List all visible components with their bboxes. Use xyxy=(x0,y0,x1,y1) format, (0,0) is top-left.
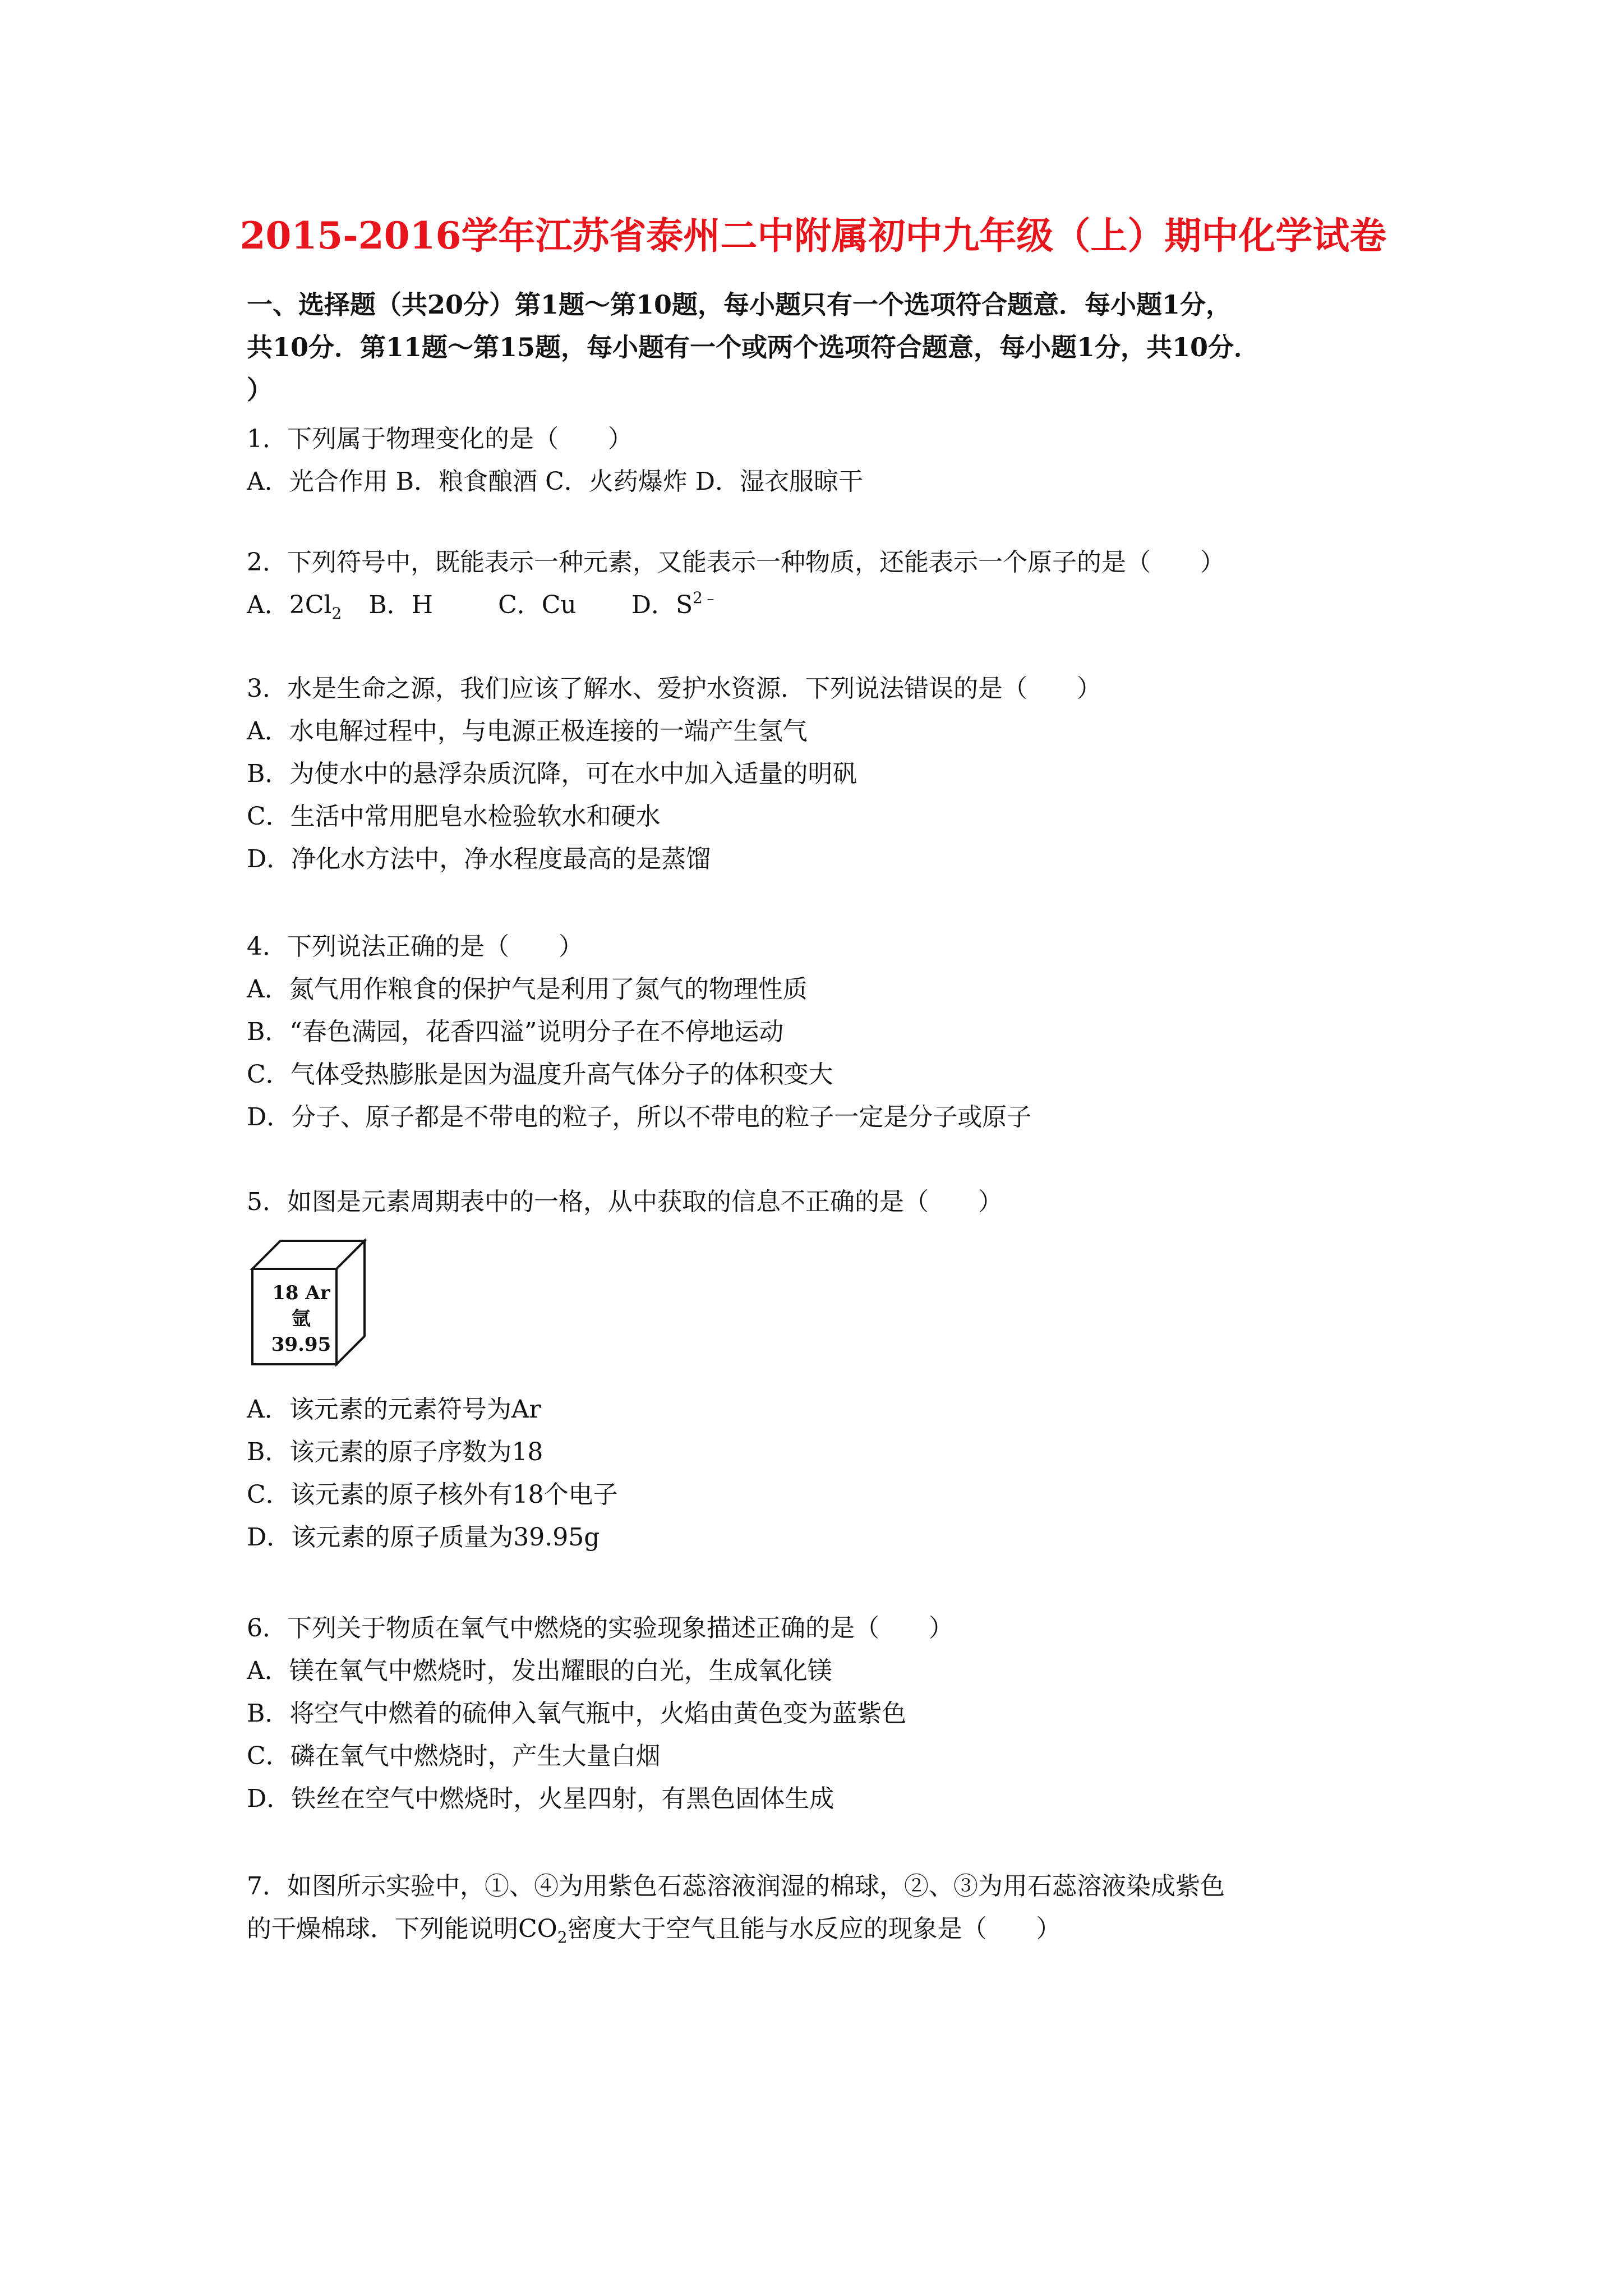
option-c: C．磷在氧气中燃烧时，产生大量白烟 xyxy=(247,1742,661,1770)
option-b: B．将空气中燃着的硫伸入氧气瓶中，火焰由黄色变为蓝紫色 xyxy=(247,1699,907,1728)
question-5 xyxy=(247,1181,1402,1223)
section-heading xyxy=(247,283,1391,411)
option-b: B．该元素的原子序数为18 xyxy=(247,1438,543,1466)
section-heading-line: 一、选择题（共20分）第1题～第10题，每小题只有一个选项符合题意．每小题1分， xyxy=(247,289,1232,320)
option-c: C．Cu xyxy=(498,591,577,619)
option-a: A．镁在氧气中燃烧时，发出耀眼的白光，生成氧化镁 xyxy=(247,1657,832,1685)
option-a: A．$2Cl_2$ xyxy=(247,591,342,623)
option-d: D．净化水方法中，净水程度最高的是蒸馏 xyxy=(247,845,711,873)
option-a: A．水电解过程中，与电源正极连接的一端产生氢气 xyxy=(247,717,808,746)
option-a: A．氮气用作粮食的保护气是利用了氮气的物理性质 xyxy=(247,975,808,1004)
option-d: D．分子、原子都是不带电的粒子，所以不带电的粒子一定是分子或原子 xyxy=(247,1103,1032,1131)
question-stem: 2．下列符号中，既能表示一种元素，又能表示一种物质，还能表示一个原子的是（ ） xyxy=(247,548,1225,577)
element-number-symbol: 18 Ar xyxy=(272,1282,330,1304)
option-d: D．铁丝在空气中燃烧时，火星四射，有黑色固体生成 xyxy=(247,1784,834,1813)
option-c: C．生活中常用肥皂水检验软水和硬水 xyxy=(247,802,661,831)
question-4 xyxy=(247,926,1402,1139)
question-stem: 6．下列关于物质在氧气中燃烧的实验现象描述正确的是（ ） xyxy=(247,1614,953,1642)
option-d: D．$S^{2﹣}$ xyxy=(631,588,718,619)
section-heading-line: ） xyxy=(247,375,273,405)
question-6 xyxy=(247,1607,1402,1820)
element-mass: 39.95 xyxy=(271,1333,331,1356)
question-7 xyxy=(247,1865,1402,1953)
question-stem: 3．水是生命之源，我们应该了解水、爱护水资源．下列说法错误的是（ ） xyxy=(247,674,1101,703)
question-1 xyxy=(247,418,1402,503)
question-stem: 1．下列属于物理变化的是（ ） xyxy=(247,425,633,453)
question-2 xyxy=(247,541,1402,629)
option-c: C．该元素的原子核外有18个电子 xyxy=(247,1480,618,1509)
page-title: 2015-2016学年江苏省泰州二中附属初中九年级（上）期中化学试卷 xyxy=(239,214,1387,257)
question-options: A．光合作用 B．粮食酿酒 C．火药爆炸 D．湿衣服晾干 xyxy=(247,467,864,496)
option-b: B．为使水中的悬浮杂质沉降，可在水中加入适量的明矾 xyxy=(247,760,857,788)
question-stem: 5．如图是元素周期表中的一格，从中获取的信息不正确的是（ ） xyxy=(247,1188,1003,1216)
question-stem-continued: 的干燥棉球．下列能说明$CO_2$密度大于空气且能与水反应的现象是（ ） xyxy=(247,1915,1061,1947)
periodic-table-cell-figure xyxy=(247,1234,370,1369)
option-b: B．“春色满园，花香四溢”说明分子在不停地运动 xyxy=(247,1018,784,1046)
question-stem: 4．下列说法正确的是（ ） xyxy=(247,932,583,961)
question-options xyxy=(247,584,1402,629)
element-name: 氩 xyxy=(292,1308,311,1330)
option-c: C．气体受热膨胀是因为温度升高气体分子的体积变大 xyxy=(247,1060,833,1089)
section-heading-line: 共10分．第11题～第15题，每小题有一个或两个选项符合题意，每小题1分，共10分． xyxy=(247,332,1260,362)
question-stem: 7．如图所示实验中，①、④为用紫色石蕊溶液润湿的棉球，②、③为用石蕊溶液染成紫色 xyxy=(247,1872,1225,1901)
option-a: A．该元素的元素符号为Ar xyxy=(247,1395,541,1424)
element-info xyxy=(259,1280,343,1358)
option-b: B．H xyxy=(368,591,434,619)
question-5-options xyxy=(247,1388,1402,1559)
question-3 xyxy=(247,668,1402,881)
option-d: D．该元素的原子质量为39.95g xyxy=(247,1523,600,1552)
